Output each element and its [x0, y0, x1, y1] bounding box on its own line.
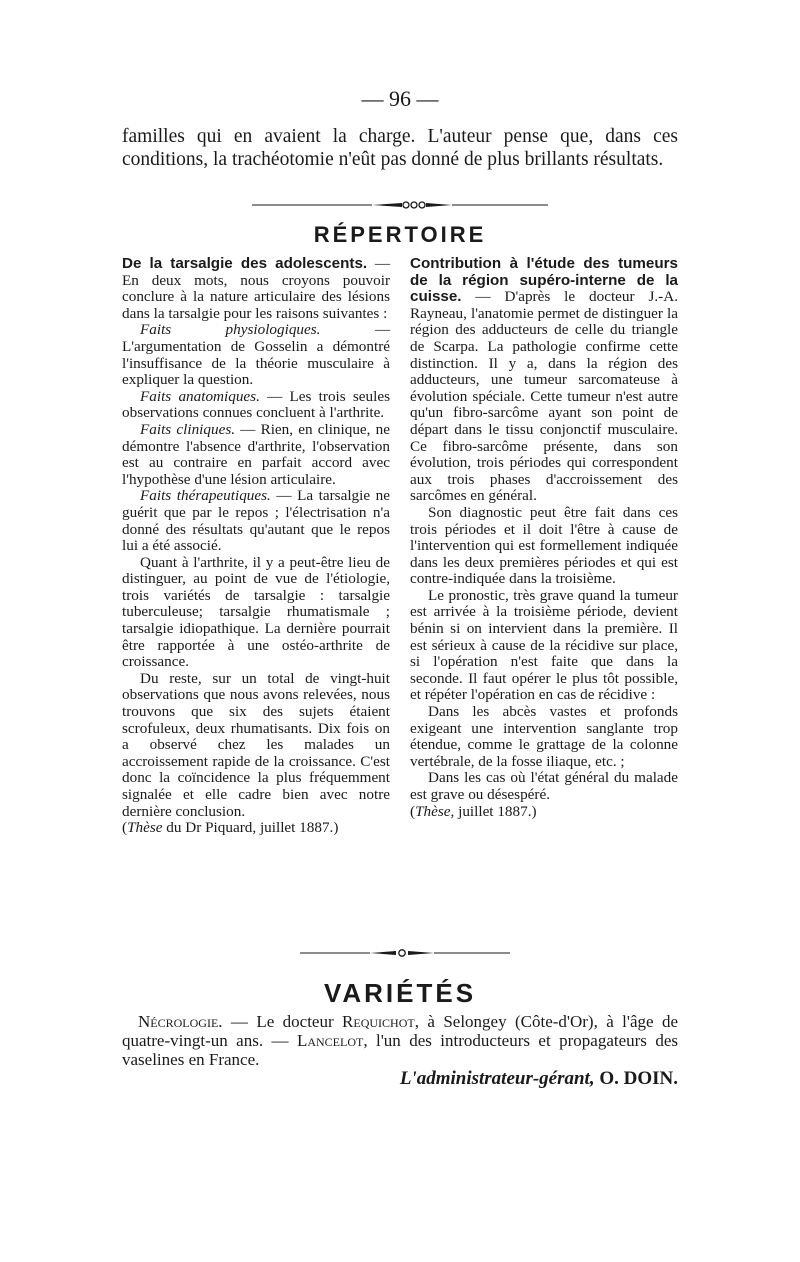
section-text: — La tarsalgie ne guérit que par le repos ; l'électrisation n'a donné des résultats qu'autant que le repos lui a été associé. — [122, 487, 390, 555]
abces-paragraph: Dans les abcès vastes et profonds exigeant une intervention sanglante trop étendue, comme le grattage de la colonne vertébrale, de la fosse iliaque, etc. ; — [410, 703, 678, 770]
tumeurs-title: Contribution à l'étude des tumeurs de la région supéro-interne de la cuisse. — [410, 255, 678, 306]
diagnostic-paragraph: Son diagnostic peut être fait dans ces trois périodes et il doit l'être à cause de l'intervention qui est formellement indiquée dans les deux premières périodes et qui est contre-indiquée dans la troisième. — [410, 503, 678, 588]
section-label: Faits anatomiques. — [140, 387, 260, 405]
pronostic-paragraph: Le pronostic, très grave quand la tumeur est arrivée à la troisième période, devient bénin si on intervient dans la première. Il est sérieux à cause de la récidive sur place, si l'opération n'est faite que dans la seconde. Il faut opérer le plus tôt possible, et répéter l'opération en cas de récidive : — [410, 586, 678, 704]
faits-anatomiques — [122, 389, 390, 422]
signature-name: O. DOIN. — [594, 1068, 678, 1089]
tumeurs-lead — [410, 256, 678, 505]
faits-physiologiques — [122, 322, 390, 388]
cas-paragraph: Dans les cas où l'état général du malade est grave ou désespéré. — [410, 769, 678, 803]
arthrite-paragraph: Quant à l'arthrite, il y a peut-être lieu de distinguer, au point de vue de l'étiologie, trois variétés de tarsalgie : tarsalgie tuberculeuse; tarsalgie rhumatismale ; tarsalgie idiopathique. La dernière pourrait être rapportée à une ostéo-arthrite de croissance. — [122, 553, 390, 671]
paren: ( — [122, 819, 128, 837]
page-number: — 96 — — [361, 86, 439, 111]
necro-text: , l'un des introducteurs et propagateurs des vaselines en France. — [122, 1031, 679, 1069]
ornament-divider-top — [252, 200, 548, 210]
intro-paragraph — [122, 125, 678, 171]
reste-paragraph: Du reste, sur un total de vingt-huit observations que nous avons relevées, nous trouvons que six des sujets étaient scrofuleux, deux rhumatisants. Dix fois on a observé chez les malades un accroissement rapide de la croissance. C'est donc la coïncidence la plus fréquemment signalée et elle cadre bien avec notre dernière conclusion. — [122, 669, 390, 820]
name-requichot: Requichot — [342, 1012, 415, 1031]
tarsalgie-lead-text: — En deux mots, nous croyons pouvoir conclure à la nature articulaire des lésions dans la tarsalgie pour les raisons suivantes : — [122, 255, 391, 322]
tumeurs-lead-text: — D'après le docteur J.-A. Rayneau, l'anatomie permet de distinguer la région des adducteurs de celle du triangle de Scarpa. La pathologie confirme cette distinction. Il y a, dans la région des adducteurs, une tumeur sarcomateuse à évolution spéciale. Cette tumeur n'est autre qu'un fibro-sarcôme ayant son point de départ dans le tissu conjonctif musculaire. Ce fibro-sarcôme présente, dans son évolution, trois périodes qui correspondent aux trois phases d'accroissement des sarcômes en général. — [410, 288, 678, 505]
varietes-heading: VARIÉTÉS — [323, 978, 477, 1008]
faits-cliniques — [122, 422, 390, 488]
source-text: , juillet 1887.) — [450, 802, 537, 820]
signature — [300, 1068, 678, 1090]
section-text: — Rien, en clinique, ne démontre l'absence d'arthrite, l'observation est au contraire en parfait accord avec l'hypothèse d'une lésion articulaire. — [122, 420, 390, 488]
paren: ( — [410, 802, 416, 820]
repertoire-heading: RÉPERTOIRE — [313, 222, 487, 247]
necro-text: , à Selongey (Côte-d'Or), à l'âge de quatre-vingt-un ans. — — [122, 1012, 679, 1050]
tarsalgie-lead — [122, 256, 390, 322]
necrologie-paragraph — [122, 1012, 678, 1069]
tarsalgie-source — [122, 820, 390, 837]
these-label: Thèse — [127, 819, 163, 837]
tumeurs-source — [410, 804, 678, 821]
faits-therapeutiques — [122, 488, 390, 554]
these-label: Thèse — [415, 802, 451, 820]
name-lancelot: Lancelot — [296, 1031, 364, 1050]
section-label: Faits cliniques. — [140, 420, 236, 438]
section-label: Faits physiologiques. — [140, 321, 321, 339]
necrologie-label: Nécrologie. — [138, 1012, 223, 1031]
source-text: du Dr Piquard, juillet 1887.) — [162, 819, 339, 837]
signature-role: L'administrateur-gérant, — [399, 1068, 595, 1089]
left-column — [122, 256, 390, 837]
necro-text: — Le docteur — [222, 1012, 343, 1031]
section-text: — Les trois seules observations connues concluent à l'arthrite. — [122, 387, 391, 422]
right-column — [410, 256, 678, 820]
section-label: Faits thérapeutiques. — [140, 487, 271, 505]
varietes-section — [122, 1012, 678, 1069]
ornament-divider-bottom — [300, 948, 510, 958]
tarsalgie-title: De la tarsalgie des adolescents. — [122, 255, 368, 272]
intro-text: familles qui en avaient la charge. L'auteur pense que, dans ces conditions, la trachéotomie n'eût pas donné de plus brillants résultats. — [122, 126, 678, 170]
section-text: — L'argumentation de Gosselin a démontré l'insuffisance de la théorie musculaire à expliquer la question. — [122, 321, 391, 389]
